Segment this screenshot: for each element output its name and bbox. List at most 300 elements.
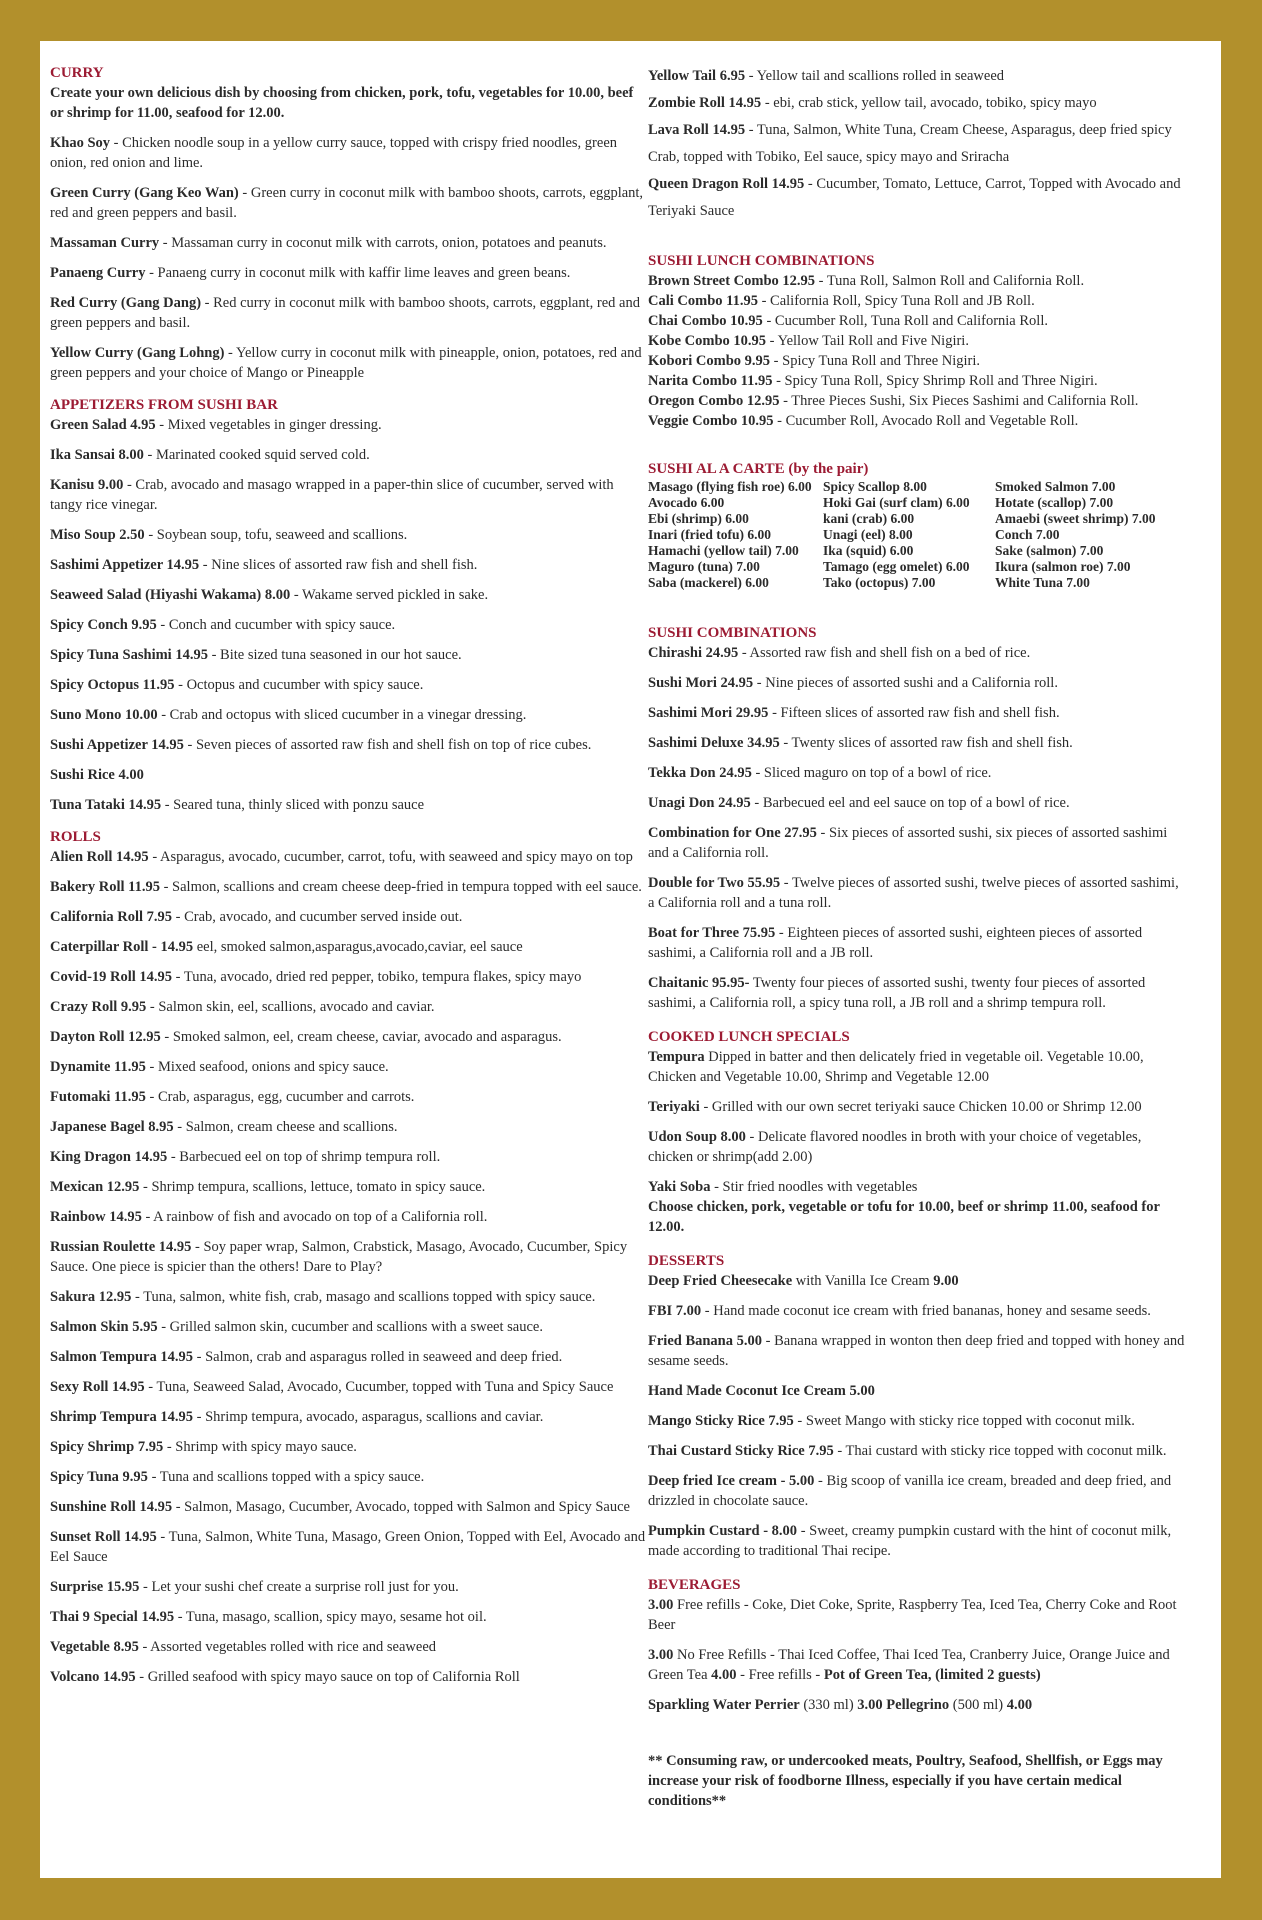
item-name-text: Choose chicken, pork, vegetable or tofu for 10.00, beef or shrimp 11.00, seafood for 12.00. <box>648 1199 1160 1235</box>
item-desc-text: - Cucumber, Tomato, Lettuce, Carrot, Topped with Avocado and Teriyaki Sauce <box>648 176 1181 219</box>
item-name-text: Fried Banana 5.00 <box>648 1333 762 1349</box>
a-la-carte-item: Spicy Scallop 8.00 <box>823 479 927 494</box>
item-name-text: Caterpillar Roll - 14.95 <box>50 939 194 955</box>
a-la-carte-item: Amaebi (sweet shrimp) 7.00 <box>995 511 1156 526</box>
item-name-text: Pot of Green Tea, (limited 2 guests) <box>823 1667 1041 1683</box>
menu-item <box>648 1271 1188 1291</box>
menu-item <box>648 117 1188 171</box>
item-desc-text: - Twenty slices of assorted raw fish and shell fish. <box>779 735 1073 751</box>
menu-item <box>50 1377 648 1397</box>
section-intro: Create your own delicious dish by choosing from chicken, pork, tofu, vegetables for 10.00, beef or shrimp for 11.00, seafood for 12.00. <box>50 85 634 121</box>
menu-item <box>648 973 1188 1013</box>
item-name-text: Oregon Combo 12.95 <box>648 393 780 409</box>
item-name-text: Sparkling Water Perrier <box>648 1697 800 1713</box>
a-la-carte-item: Ebi (shrimp) 6.00 <box>648 511 749 526</box>
item-desc-text: - Crab, avocado, and cucumber served inside out. <box>172 909 463 925</box>
item-name-text: Hand Made Coconut Ice Cream 5.00 <box>648 1383 875 1399</box>
item-name-text: Brown Street Combo 12.95 <box>648 273 816 289</box>
menu-item <box>50 1437 648 1457</box>
item-name-text: Deep fried Ice cream - 5.00 <box>648 1473 815 1489</box>
menu-item <box>648 311 1188 331</box>
item-name-text: 3.00 <box>648 1647 674 1663</box>
menu-item <box>50 1467 648 1487</box>
item-desc-text: - Shrimp tempura, scallions, lettuce, tomato in spicy sauce. <box>139 1179 486 1195</box>
menu-item <box>648 1097 1188 1117</box>
item-desc-text: - Marinated cooked squid served cold. <box>143 447 370 463</box>
menu-item <box>50 475 648 515</box>
item-name-text: Lava Roll 14.95 <box>648 122 746 138</box>
menu-item <box>50 847 648 867</box>
section-title: BEVERAGES <box>648 1577 741 1593</box>
a-la-carte-item: Masago (flying fish roe) 6.00 <box>648 479 812 494</box>
item-desc-text: - Salmon, Masago, Cucumber, Avocado, topped with Salmon and Spicy Sauce <box>172 1499 630 1515</box>
item-name-text: Japanese Bagel 8.95 <box>50 1119 174 1135</box>
a-la-carte-item: Avocado 6.00 <box>648 495 725 510</box>
menu-item <box>50 133 648 173</box>
item-desc-text: - Tuna, Seaweed Salad, Avocado, Cucumber, topped with Tuna and Spicy Sauce <box>144 1379 614 1395</box>
item-desc-text: - Red curry in coconut milk with bamboo shoots, carrots, eggplant, red and green peppers and basil. <box>50 295 640 331</box>
item-desc-text: - Delicate flavored noodles in broth with your choice of vegetables, chicken or shrimp(add 2.00) <box>648 1129 1142 1165</box>
menu-item <box>50 1207 648 1227</box>
menu-item <box>50 795 648 815</box>
item-name-text: Green Salad 4.95 <box>50 417 156 433</box>
menu-section <box>648 1027 1188 1237</box>
item-name-text: Pumpkin Custard - 8.00 <box>648 1523 798 1539</box>
item-name-text: Mango Sticky Rice 7.95 <box>648 1413 794 1429</box>
item-desc-text: - Seared tuna, thinly sliced with ponzu sauce <box>161 797 425 813</box>
a-la-carte-item: Sake (salmon) 7.00 <box>995 543 1104 558</box>
item-desc-text: (330 ml) <box>799 1697 858 1713</box>
a-la-carte-item: Inari (fried tofu) 6.00 <box>648 527 771 542</box>
menu-item <box>648 1177 1188 1237</box>
a-la-carte-item: Unagi (eel) 8.00 <box>823 527 913 542</box>
menu-item <box>50 233 648 253</box>
item-desc-text: - Tuna, masago, scallion, spicy mayo, sesame hot oil. <box>174 1609 487 1625</box>
menu-item <box>648 291 1188 311</box>
item-desc-text: - Three Pieces Sushi, Six Pieces Sashimi and California Roll. <box>779 393 1139 409</box>
menu-item <box>50 937 648 957</box>
menu-item <box>648 90 1188 117</box>
item-desc-text: - Salmon, cream cheese and scallions. <box>173 1119 398 1135</box>
item-name-text: Sushi Mori 24.95 <box>648 675 754 691</box>
item-desc-text: - Yellow Tail Roll and Five Nigiri. <box>766 333 969 349</box>
item-name-text: Kobe Combo 10.95 <box>648 333 767 349</box>
item-desc-text: - Nine pieces of assorted sushi and a California roll. <box>753 675 1058 691</box>
item-name-text: Seaweed Salad (Hiyashi Wakama) 8.00 <box>50 587 291 603</box>
item-name-text: Dynamite 11.95 <box>50 1059 146 1075</box>
menu-item <box>648 171 1188 225</box>
menu-item <box>648 763 1188 783</box>
menu-item <box>648 1521 1188 1561</box>
item-desc-text: - Asparagus, avocado, cucumber, carrot, tofu, with seaweed and spicy mayo on top <box>148 849 633 865</box>
menu-item <box>50 415 648 435</box>
menu-section <box>648 623 1188 1013</box>
item-desc-text: - Grilled salmon skin, cucumber and scallions with a sweet sauce. <box>157 1319 543 1335</box>
item-desc-text: - Sweet, creamy pumpkin custard with the hint of coconut milk, made according to traditional Thai recipe. <box>648 1523 1172 1559</box>
menu-item <box>50 1237 648 1277</box>
menu-item <box>50 293 648 333</box>
item-desc-text: - Tuna, salmon, white fish, crab, masago and scallions topped with spicy sauce. <box>131 1289 596 1305</box>
item-desc-text: eel, smoked salmon,asparagus,avocado,caviar, eel sauce <box>193 939 523 955</box>
section-title: SUSHI LUNCH COMBINATIONS <box>648 253 875 269</box>
item-desc-text: - Mixed seafood, onions and spicy sauce. <box>145 1059 389 1075</box>
menu-item <box>648 733 1188 753</box>
a-la-carte-column <box>648 479 823 591</box>
item-name-text: Chai Combo 10.95 <box>648 313 763 329</box>
menu-item <box>648 371 1188 391</box>
menu-item <box>648 1441 1188 1461</box>
item-name-text: Spicy Tuna 9.95 <box>50 1469 148 1485</box>
item-desc-text: No Free Refills - Thai Iced Coffee, Thai Iced Tea, Cranberry Juice, Orange Juice and Green Tea <box>648 1647 1170 1683</box>
section-title: APPETIZERS FROM SUSHI BAR <box>50 397 278 413</box>
menu-item <box>50 705 648 725</box>
item-name-text: Ika Sansai 8.00 <box>50 447 144 463</box>
item-name-text: Bakery Roll 11.95 <box>50 879 160 895</box>
a-la-carte-column <box>823 479 995 591</box>
item-name-text: Thai Custard Sticky Rice 7.95 <box>648 1443 834 1459</box>
item-name-text: Tempura <box>648 1049 705 1065</box>
item-desc-text: - Tuna Roll, Salmon Roll and California Roll. <box>815 273 1085 289</box>
section-title: SUSHI COMBINATIONS <box>648 625 817 641</box>
item-name-text: Teriyaki <box>648 1099 700 1115</box>
menu-item <box>648 703 1188 723</box>
menu-item <box>50 1287 648 1307</box>
item-desc-text: - Seven pieces of assorted raw fish and shell fish on top of rice cubes. <box>183 737 592 753</box>
a-la-carte-item: Hotate (scallop) 7.00 <box>995 495 1114 510</box>
item-desc-text: - Twelve pieces of assorted sushi, twelve pieces of assorted sashimi, a California roll and a tuna roll. <box>648 875 1179 911</box>
menu-item <box>50 1497 648 1517</box>
item-name-text: Vegetable 8.95 <box>50 1639 139 1655</box>
item-desc-text: - Salmon, scallions and cream cheese deep-fried in tempura topped with eel sauce. <box>159 879 642 895</box>
a-la-carte-grid <box>648 479 1188 591</box>
a-la-carte-item: White Tuna 7.00 <box>995 575 1090 590</box>
menu-item <box>50 997 648 1017</box>
item-name-text: Spicy Tuna Sashimi 14.95 <box>50 647 208 663</box>
item-name-text: Sexy Roll 14.95 <box>50 1379 145 1395</box>
item-desc-text: - Spicy Tuna Roll, Spicy Shrimp Roll and Three Nigiri. <box>772 373 1098 389</box>
menu-item <box>648 643 1188 663</box>
menu-item <box>50 1147 648 1167</box>
item-name-text: 4.00 <box>711 1667 737 1683</box>
section-title: CURRY <box>50 65 104 81</box>
item-name-text: Queen Dragon Roll 14.95 <box>648 176 805 192</box>
item-desc-text: - Spicy Tuna Roll and Three Nigiri. <box>770 353 981 369</box>
a-la-carte-item: Ikura (salmon roe) 7.00 <box>995 559 1131 574</box>
item-desc-text: with Vanilla Ice Cream <box>792 1273 934 1289</box>
item-name-text: Chaitanic 95.95- <box>648 975 750 991</box>
item-name-text: Cali Combo 11.95 <box>648 293 758 309</box>
item-desc-text: - Tuna, Salmon, White Tuna, Masago, Green Onion, Topped with Eel, Avocado and Eel Sauce <box>50 1529 646 1565</box>
section-title: COOKED LUNCH SPECIALS <box>648 1029 850 1045</box>
item-name-text: FBI 7.00 <box>648 1303 702 1319</box>
item-name-text: 3.00 Pellegrino <box>857 1697 950 1713</box>
item-name-text: Panaeng Curry <box>50 265 146 281</box>
item-desc-text: - Let your sushi chef create a surprise roll just for you. <box>139 1579 459 1595</box>
item-name-text: Salmon Tempura 14.95 <box>50 1349 194 1365</box>
menu-item <box>50 1117 648 1137</box>
menu-item <box>648 1751 1188 1811</box>
menu-item <box>50 1317 648 1337</box>
a-la-carte-item: Conch 7.00 <box>995 527 1060 542</box>
menu-item <box>50 615 648 635</box>
item-name-text: Spicy Conch 9.95 <box>50 617 157 633</box>
item-desc-text: Free refills - Coke, Diet Coke, Sprite, Raspberry Tea, Iced Tea, Cherry Coke and Root Beer <box>648 1597 1177 1633</box>
item-name-text: Thai 9 Special 14.95 <box>50 1609 175 1625</box>
item-desc-text: - Shrimp tempura, avocado, asparagus, scallions and caviar. <box>193 1409 544 1425</box>
menu-item <box>648 823 1188 863</box>
menu-item <box>50 765 648 785</box>
menu-item <box>50 1667 648 1687</box>
menu-item <box>648 351 1188 371</box>
menu-item <box>648 923 1188 963</box>
item-name-text: Zombie Roll 14.95 <box>648 95 762 111</box>
item-name-text: 4.00 <box>1006 1697 1033 1713</box>
a-la-carte-item: Smoked Salmon 7.00 <box>995 479 1116 494</box>
a-la-carte-item: Tamago (egg omelet) 6.00 <box>823 559 970 574</box>
item-desc-text: - Sliced maguro on top of a bowl of rice. <box>751 765 992 781</box>
menu-item <box>648 1381 1188 1401</box>
item-desc-text: - Salmon skin, eel, scallions, avocado and caviar. <box>146 999 435 1015</box>
item-desc-text: - Eighteen pieces of assorted sushi, eighteen pieces of assorted sashimi, a California roll and a JB roll. <box>648 925 1143 961</box>
menu-item <box>50 525 648 545</box>
menu-item <box>50 445 648 465</box>
menu-columns <box>50 63 1221 1811</box>
menu-item <box>648 391 1188 411</box>
menu-item <box>648 1127 1188 1167</box>
item-name-text: Covid-19 Roll 14.95 <box>50 969 173 985</box>
menu-item <box>648 673 1188 693</box>
menu-column-left <box>50 63 648 1687</box>
menu-section <box>50 827 648 1687</box>
item-name-text: Sunshine Roll 14.95 <box>50 1499 173 1515</box>
item-name-text: Salmon Skin 5.95 <box>50 1319 158 1335</box>
item-name-text: Spicy Shrimp 7.95 <box>50 1439 164 1455</box>
item-name-text: Boat for Three 75.95 <box>648 925 776 941</box>
menu-item <box>648 331 1188 351</box>
item-desc-text: - ebi, crab stick, yellow tail, avocado, tobiko, spicy mayo <box>761 95 1097 111</box>
menu-item <box>648 1471 1188 1511</box>
menu-item <box>50 1637 648 1657</box>
item-name-text: Russian Roulette 14.95 <box>50 1239 192 1255</box>
item-name-text: Veggie Combo 10.95 <box>648 413 774 429</box>
a-la-carte-item: Tako (octopus) 7.00 <box>823 575 936 590</box>
menu-section <box>50 395 648 815</box>
item-name-text: Chirashi 24.95 <box>648 645 739 661</box>
menu-item <box>50 1177 648 1197</box>
menu-item <box>50 967 648 987</box>
item-name-text: Shrimp Tempura 14.95 <box>50 1409 194 1425</box>
menu-item <box>648 793 1188 813</box>
item-desc-text: - Grilled seafood with spicy mayo sauce on top of California Roll <box>135 1669 520 1685</box>
menu-item <box>648 271 1188 291</box>
item-desc-text: - Sweet Mango with sticky rice topped with coconut milk. <box>793 1413 1135 1429</box>
item-desc-text: - Octopus and cucumber with spicy sauce. <box>174 677 424 693</box>
item-desc-text: - Tuna, avocado, dried red pepper, tobiko, tempura flakes, spicy mayo <box>172 969 582 985</box>
item-name-text: Sashimi Mori 29.95 <box>648 705 769 721</box>
menu-item <box>648 63 1188 90</box>
item-desc-text: - Chicken noodle soup in a yellow curry sauce, topped with crispy fried noodles, green onion, red onion and lime. <box>50 135 618 171</box>
menu-item <box>50 1057 648 1077</box>
item-name-text: Miso Soup 2.50 <box>50 527 145 543</box>
menu-item <box>50 1607 648 1627</box>
item-desc-text: - Panaeng curry in coconut milk with kaffir lime leaves and green beans. <box>145 265 571 281</box>
item-name-text: Udon Soup 8.00 <box>648 1129 746 1145</box>
menu-item <box>50 263 648 283</box>
menu-section <box>648 251 1188 431</box>
item-name-text: Deep Fried Cheesecake <box>648 1273 793 1289</box>
item-desc-text: - Barbecued eel and eel sauce on top of a bowl of rice. <box>750 795 1070 811</box>
item-name-text: Yellow Tail 6.95 <box>648 68 746 84</box>
item-name-text: Sashimi Appetizer 14.95 <box>50 557 200 573</box>
item-desc-text: - Assorted raw fish and shell fish on a bed of rice. <box>738 645 1031 661</box>
item-name-text: 9.00 <box>933 1273 959 1289</box>
item-name-text: Massaman Curry <box>50 235 160 251</box>
a-la-carte-item: Hamachi (yellow tail) 7.00 <box>648 543 799 558</box>
item-name-text: Unagi Don 24.95 <box>648 795 751 811</box>
a-la-carte-item: Maguro (tuna) 7.00 <box>648 559 760 574</box>
item-desc-text: - Banana wrapped in wonton then deep fried and topped with honey and sesame seeds. <box>648 1333 1185 1369</box>
item-name-text: King Dragon 14.95 <box>50 1149 168 1165</box>
item-desc-text: - Tuna and scallions topped with a spicy sauce. <box>147 1469 425 1485</box>
menu-page <box>40 41 1221 1878</box>
item-desc-text: - Hand made coconut ice cream with fried bananas, honey and sesame seeds. <box>701 1303 1151 1319</box>
item-name-text: Surprise 15.95 <box>50 1579 140 1595</box>
menu-item <box>50 1027 648 1047</box>
menu-section <box>648 1575 1188 1715</box>
item-name-text: Kanisu 9.00 <box>50 477 124 493</box>
section-title: DESSERTS <box>648 1253 725 1269</box>
item-desc-text: - Smoked salmon, eel, cream cheese, caviar, avocado and asparagus. <box>160 1029 562 1045</box>
item-name-text: Sakura 12.95 <box>50 1289 132 1305</box>
item-name-text: Combination for One 27.95 <box>648 825 817 841</box>
item-name-text: Sunset Roll 14.95 <box>50 1529 157 1545</box>
menu-item <box>648 1047 1188 1087</box>
item-desc-text: - Stir fried noodles with vegetables <box>710 1179 918 1195</box>
item-name-text: Suno Mono 10.00 <box>50 707 158 723</box>
menu-item <box>50 735 648 755</box>
item-desc-text: - Big scoop of vanilla ice cream, breaded and deep fried, and drizzled in chocolate sauce. <box>648 1473 1172 1509</box>
item-name-text: Sushi Appetizer 14.95 <box>50 737 184 753</box>
item-name-text: Red Curry (Gang Dang) <box>50 295 202 311</box>
menu-item <box>648 1645 1188 1685</box>
item-name-text: Sushi Rice 4.00 <box>50 767 144 783</box>
item-name-text: Tekka Don 24.95 <box>648 765 752 781</box>
item-name-text: Alien Roll 14.95 <box>50 849 149 865</box>
item-name-text: Narita Combo 11.95 <box>648 373 773 389</box>
menu-item <box>50 183 648 223</box>
a-la-carte-item: Hoki Gai (surf clam) 6.00 <box>823 495 970 510</box>
item-desc-text: - A rainbow of fish and avocado on top of a California roll. <box>141 1209 488 1225</box>
item-name-text: Double for Two 55.95 <box>648 875 781 891</box>
menu-item <box>50 343 648 383</box>
section-title: ROLLS <box>50 829 101 845</box>
a-la-carte-column <box>995 479 1188 591</box>
menu-item <box>648 1301 1188 1321</box>
item-name-text: Volcano 14.95 <box>50 1669 136 1685</box>
item-desc-text: - Thai custard with sticky rice topped with coconut milk. <box>833 1443 1167 1459</box>
item-desc-text: - Yellow tail and scallions rolled in seaweed <box>745 68 1005 84</box>
item-name-text: Spicy Octopus 11.95 <box>50 677 175 693</box>
item-desc-text: - Grilled with our own secret teriyaki sauce Chicken 10.00 or Shrimp 12.00 <box>699 1099 1142 1115</box>
menu-item <box>648 1595 1188 1635</box>
item-desc-text: - Tuna, Salmon, White Tuna, Cream Cheese, Asparagus, deep fried spicy Crab, topped with Tobiko, Eel sauce, spicy mayo and Sriracha <box>648 122 1172 165</box>
item-desc-text: - Crab and octopus with sliced cucumber in a vinegar dressing. <box>157 707 527 723</box>
a-la-carte-item: Ika (squid) 6.00 <box>823 543 914 558</box>
menu-item <box>50 675 648 695</box>
item-desc-text: - Conch and cucumber with spicy sauce. <box>156 617 396 633</box>
menu-item <box>50 877 648 897</box>
item-name-text: Yellow Curry (Gang Lohng) <box>50 345 225 361</box>
item-desc-text: - Fifteen slices of assorted raw fish and shell fish. <box>768 705 1060 721</box>
item-desc-text: - Yellow curry in coconut milk with pineapple, onion, potatoes, red and green peppers and your choice of Mango or Pineapple <box>50 345 642 381</box>
item-name-text: Green Curry (Gang Keo Wan) <box>50 185 239 201</box>
menu-section <box>648 459 1188 591</box>
item-name-text: Rainbow 14.95 <box>50 1209 142 1225</box>
item-desc-text: - Cucumber Roll, Avocado Roll and Vegetable Roll. <box>773 413 1079 429</box>
item-desc-text: - Wakame served pickled in sake. <box>290 587 489 603</box>
menu-item <box>50 907 648 927</box>
item-name-text: Kobori Combo 9.95 <box>648 353 771 369</box>
menu-item <box>50 555 648 575</box>
section-title: SUSHI AL A CARTE (by the pair) <box>648 461 869 477</box>
item-desc-text: - Green curry in coconut milk with bamboo shoots, carrots, eggplant, red and green peppers and basil. <box>50 185 644 221</box>
item-desc-text: - Soy paper wrap, Salmon, Crabstick, Masago, Avocado, Cucumber, Spicy Sauce. One piece is spicier than the others! Dare to Play? <box>50 1239 628 1275</box>
menu-item <box>50 1347 648 1367</box>
menu-item <box>50 1087 648 1107</box>
menu-item <box>50 585 648 605</box>
menu-item <box>50 645 648 665</box>
item-desc-text: - Free refills - <box>736 1667 824 1683</box>
menu-item <box>648 1411 1188 1431</box>
menu-section <box>648 1251 1188 1561</box>
item-name-text: Crazy Roll 9.95 <box>50 999 147 1015</box>
menu-item <box>648 1695 1188 1715</box>
item-name-text: 3.00 <box>648 1597 674 1613</box>
item-name-text: Sashimi Deluxe 34.95 <box>648 735 780 751</box>
item-name-text: Futomaki 11.95 <box>50 1089 146 1105</box>
a-la-carte-item: Saba (mackerel) 6.00 <box>648 575 769 590</box>
item-desc-text: Dipped in batter and then delicately fried in vegetable oil. Vegetable 10.00, Chicken and Vegetable 10.00, Shrimp and Vegetable 12.00 <box>648 1049 1144 1085</box>
item-name-text: ** Consuming raw, or undercooked meats, Poultry, Seafood, Shellfish, or Eggs may increase your risk of foodborne Illness, especially if you have certain medical conditions** <box>648 1753 1163 1809</box>
item-name-text: Khao Soy <box>50 135 111 151</box>
item-desc-text: - California Roll, Spicy Tuna Roll and JB Roll. <box>757 293 1035 309</box>
item-desc-text: - Mixed vegetables in ginger dressing. <box>155 417 382 433</box>
item-name-text: Mexican 12.95 <box>50 1179 140 1195</box>
menu-section <box>648 1751 1188 1811</box>
item-desc-text: - Crab, asparagus, egg, cucumber and carrots. <box>145 1089 415 1105</box>
item-desc-text: - Salmon, crab and asparagus rolled in seaweed and deep fried. <box>193 1349 563 1365</box>
menu-section <box>648 63 1188 225</box>
item-desc-text: - Cucumber Roll, Tuna Roll and California Roll. <box>762 313 1048 329</box>
menu-section <box>50 63 648 383</box>
item-desc-text: - Shrimp with spicy mayo sauce. <box>163 1439 357 1455</box>
menu-item <box>50 1407 648 1427</box>
item-desc-text: - Nine slices of assorted raw fish and shell fish. <box>199 557 478 573</box>
item-name-text: California Roll 7.95 <box>50 909 173 925</box>
item-name-text: Tuna Tataki 14.95 <box>50 797 162 813</box>
item-name-text: Dayton Roll 12.95 <box>50 1029 161 1045</box>
item-desc-text: (500 ml) <box>949 1697 1007 1713</box>
menu-item <box>648 1331 1188 1371</box>
item-desc-text: - Barbecued eel on top of shrimp tempura roll. <box>167 1149 441 1165</box>
item-desc-text: - Bite sized tuna seasoned in our hot sauce. <box>207 647 462 663</box>
menu-item <box>50 1577 648 1597</box>
item-desc-text: - Massaman curry in coconut milk with carrots, onion, potatoes and peanuts. <box>159 235 607 251</box>
item-desc-text: - Six pieces of assorted sushi, six pieces of assorted sashimi and a California roll. <box>648 825 1168 861</box>
item-desc-text: - Assorted vegetables rolled with rice and seaweed <box>138 1639 437 1655</box>
menu-column-right <box>648 63 1188 1811</box>
menu-item <box>50 1527 648 1567</box>
